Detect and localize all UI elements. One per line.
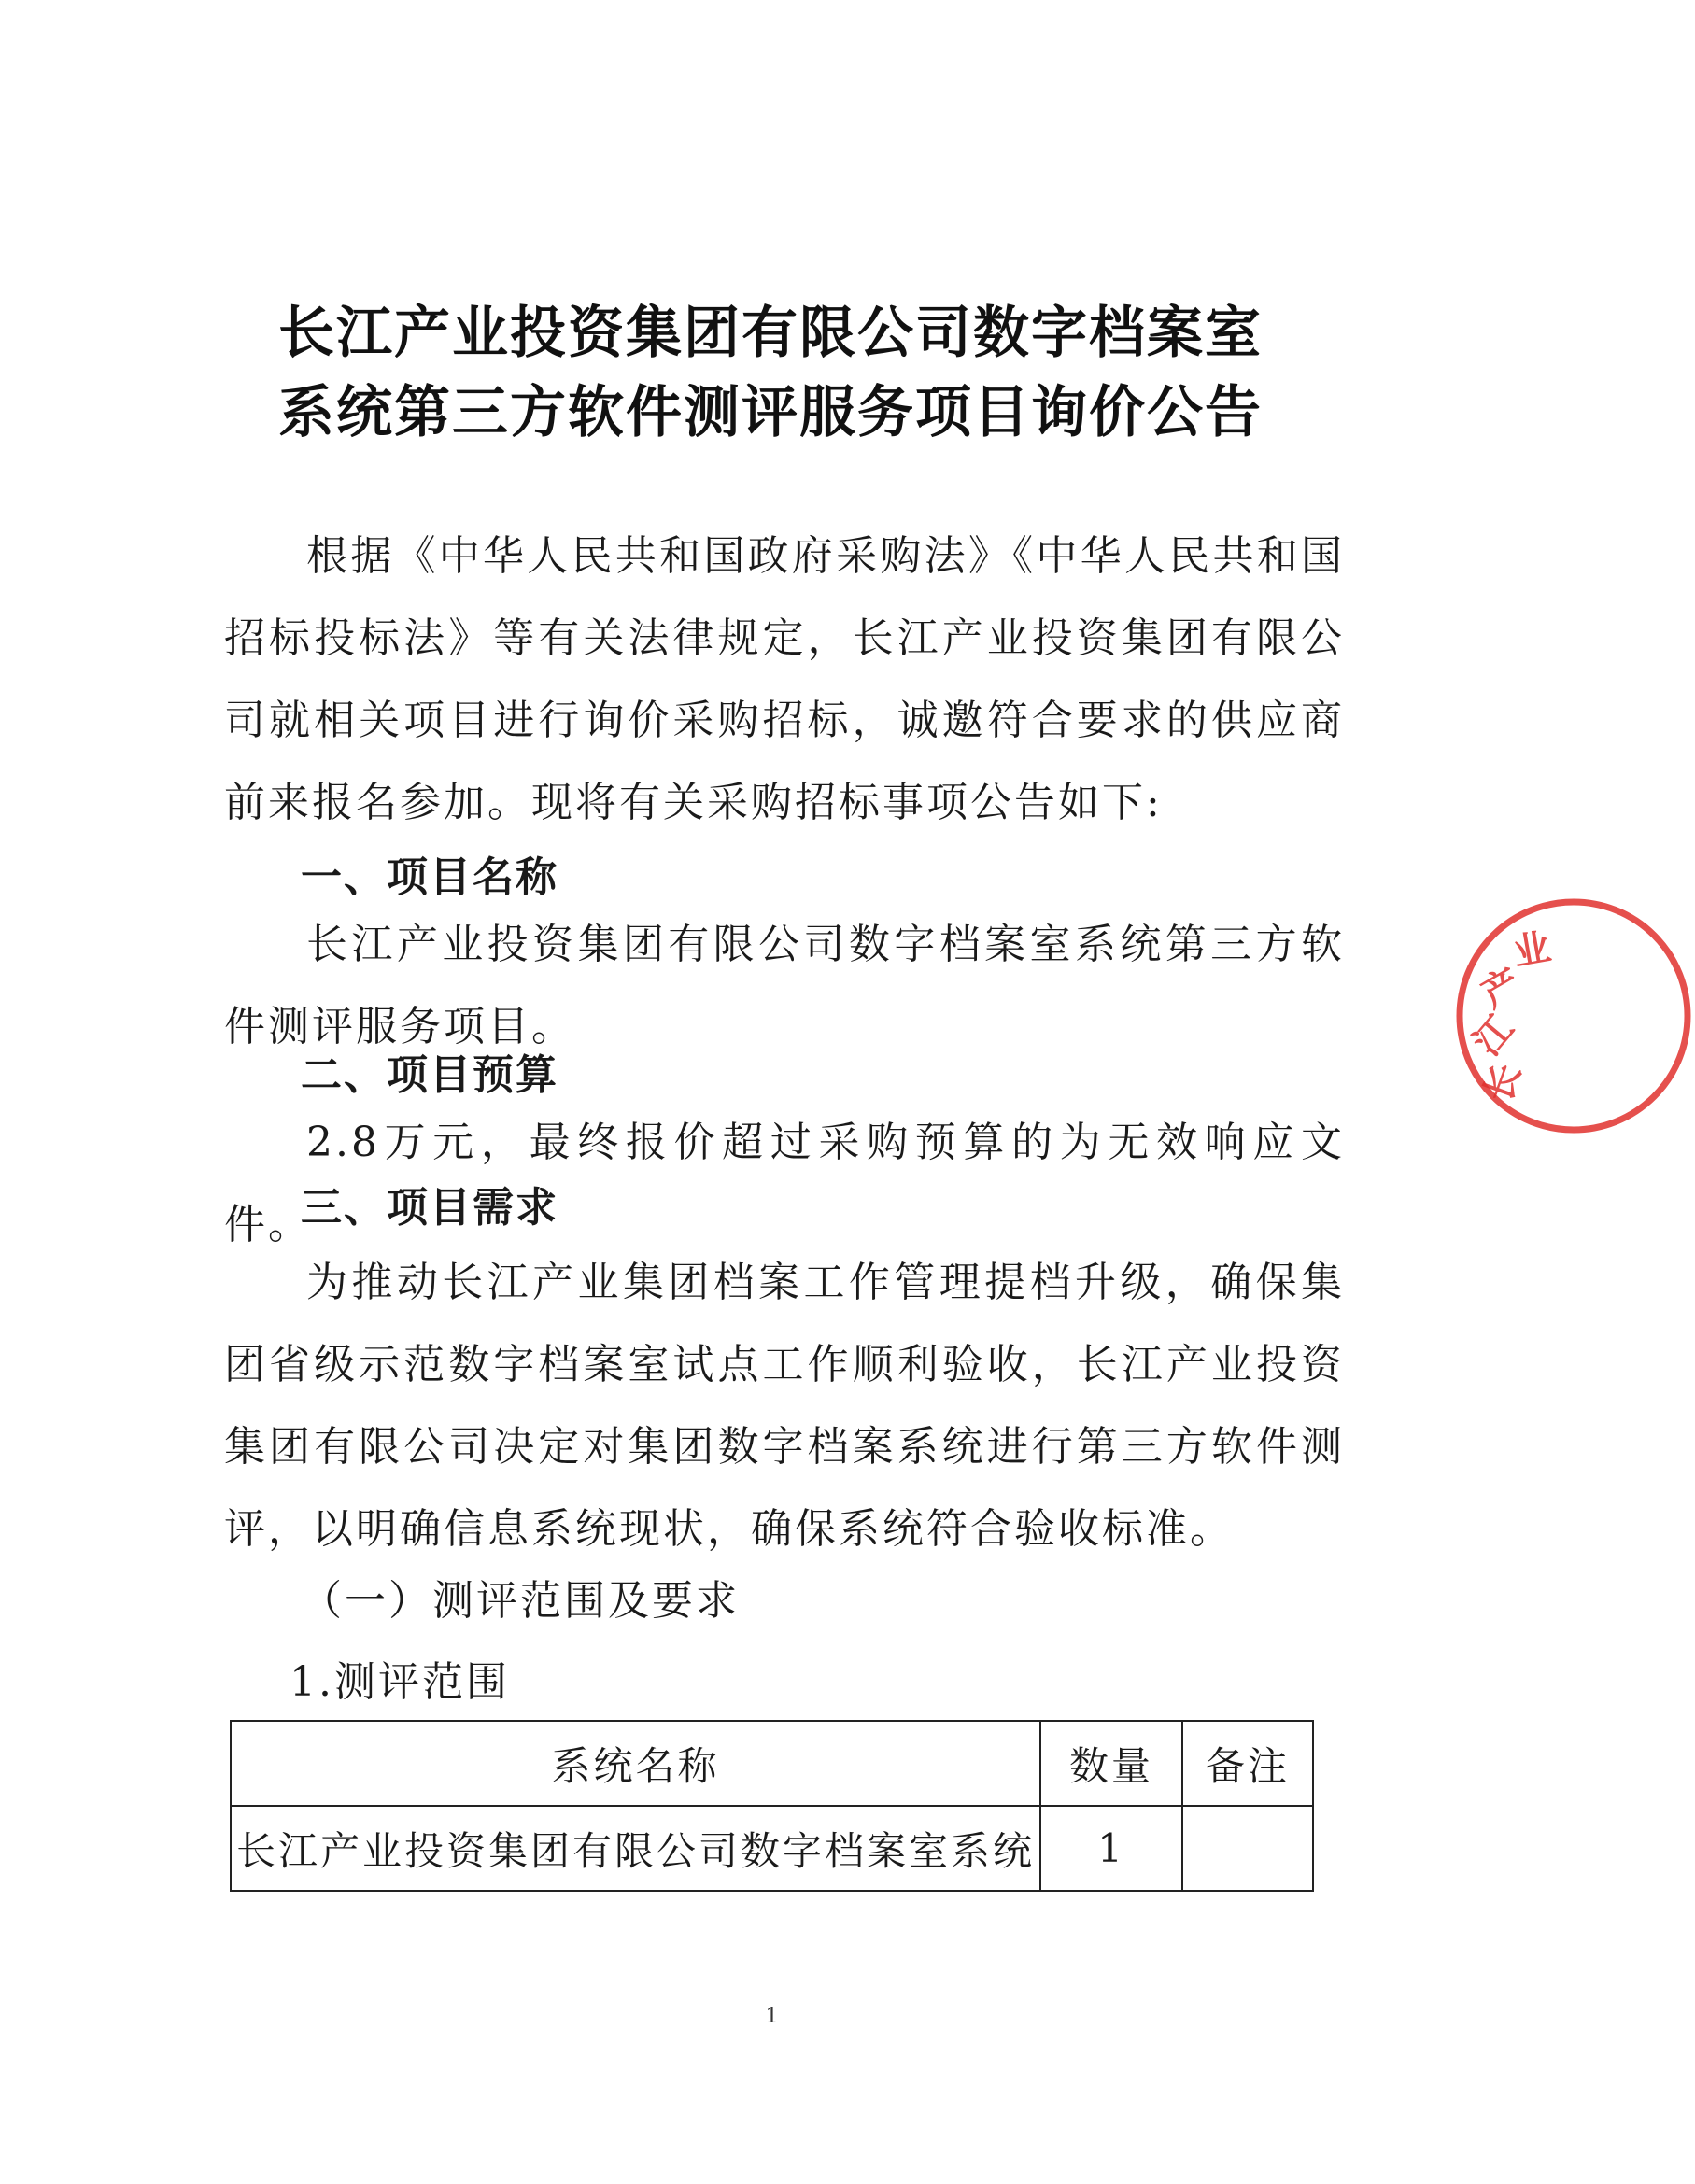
table-cell: 长江产业投资集团有限公司数字档案室系统 xyxy=(231,1806,1040,1891)
section-heading-project-name: 一、项目名称 xyxy=(301,853,558,901)
document-title-line2: 系统第三方软件测评服务项目询价公告 xyxy=(278,380,1263,445)
section-body-project-name: 长江产业投资集团有限公司数字档案室系统第三方软件测评服务项目。 xyxy=(224,921,1345,1050)
section-body-budget: 2.8万元，最终报价超过采购预算的为无效响应文件。 xyxy=(224,1119,1345,1248)
svg-text:业: 业 xyxy=(1509,925,1555,975)
intro-paragraph: 根据《中华人民共和国政府采购法》《中华人民共和国招标投标法》等有关法律规定，长江产业投资集团有限公司就相关项目进行询价采购招标，诚邀符合要求的供应商前来报名参加。现将有关采购招标事项公告如下: xyxy=(224,532,1345,826)
table-header-row xyxy=(231,1721,1313,1806)
document-title-line1: 长江产业投资集团有限公司数字档案室 xyxy=(278,301,1263,366)
svg-text:产: 产 xyxy=(1475,960,1529,1017)
svg-text:江: 江 xyxy=(1465,1007,1523,1064)
scope-table xyxy=(230,1720,1314,1892)
page-number: 1 xyxy=(765,2005,779,2028)
svg-text:长: 长 xyxy=(1476,1058,1531,1108)
table-header-cell: 数量 xyxy=(1040,1721,1182,1806)
table-header-cell: 系统名称 xyxy=(231,1721,1040,1806)
subsection-heading: （一）测评范围及要求 xyxy=(301,1577,740,1625)
table-header-cell: 备注 xyxy=(1182,1721,1313,1806)
section-heading-budget: 二、项目预算 xyxy=(301,1051,558,1099)
table-cell: 1 xyxy=(1040,1806,1182,1891)
section-heading-requirements: 三、项目需求 xyxy=(301,1184,558,1232)
section-body-requirements: 为推动长江产业集团档案工作管理提档升级，确保集团省级示范数字档案室试点工作顺利验收，长江产业投资集团有限公司决定对集团数字档案系统进行第三方软件测评，以明确信息系统现状，确保系统符合验收标准。 xyxy=(224,1259,1345,1553)
item-heading: 1.测评范围 xyxy=(290,1658,510,1706)
table-row xyxy=(231,1806,1313,1891)
company-seal-stamp xyxy=(1452,895,1695,1137)
table-cell xyxy=(1182,1806,1313,1891)
